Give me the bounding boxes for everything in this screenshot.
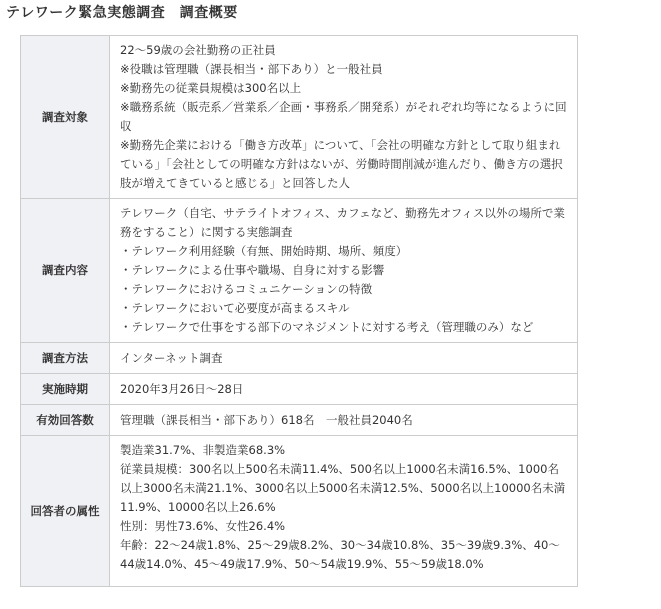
- content-line: 年齢：22～24歳1.8%、25～29歳8.2%、30～34歳10.8%、35～39歳9.3%、40～44歳14.0%、45～49歳17.9%、50～54歳19.9%、55～59歳18.0%: [120, 538, 560, 571]
- content-line: ・テレワークにおけるコミュニケーションの特徴: [120, 282, 373, 296]
- row-content: [110, 343, 578, 374]
- row-content: [110, 199, 578, 343]
- content-line: 管理職（課長相当・部下あり）618名 一般社員2040名: [120, 412, 413, 427]
- page-title: テレワーク緊急実態調査 調査概要: [6, 5, 238, 21]
- content-line: 22～59歳の会社勤務の正社員: [120, 43, 276, 57]
- row-content: [110, 374, 578, 405]
- table-row-period: [21, 374, 578, 405]
- survey-overview-table: [20, 35, 578, 587]
- content-line: 製造業31.7%、非製造業68.3%: [120, 443, 286, 457]
- row-label: 調査方法: [21, 343, 110, 374]
- row-content: [110, 436, 578, 587]
- table-row-method: [21, 343, 578, 374]
- content-line: 性別：男性73.6%、女性26.4%: [120, 519, 286, 533]
- table-row-responses: [21, 405, 578, 436]
- content-line: ※勤務先企業における「働き方改革」について、「会社の明確な方針として取り組まれている」「会社としての明確な方針はないが、労働時間削減が進んだり、働き方の選択肢が増えてきていると感じる」と回答した人: [120, 138, 563, 190]
- row-label: 調査対象: [21, 36, 110, 199]
- content-line: ・テレワーク利用経験（有無、開始時期、場所、頻度）: [120, 244, 408, 258]
- content-line: インターネット調査: [120, 350, 223, 365]
- content-line: ・テレワークで仕事をする部下のマネジメントに対する考え（管理職のみ）など: [120, 320, 534, 334]
- table-row-target: [21, 36, 578, 199]
- row-label: 実施時期: [21, 374, 110, 405]
- row-label: 調査内容: [21, 199, 110, 343]
- content-line: 従業員規模：300名以上500名未満11.4%、500名以上1000名未満16.5%、1000名以上3000名未満21.1%、3000名以上5000名未満12.5%、5000名以上10000名未満11.9%、10000名以上26.6%: [120, 462, 566, 514]
- content-line: テレワーク（自宅、サテライトオフィス、カフェなど、勤務先オフィス以外の場所で業務をすること）に関する実態調査: [120, 206, 565, 239]
- table-row-attributes: [21, 436, 578, 587]
- row-content: [110, 36, 578, 199]
- content-line: 2020年3月26日～28日: [120, 381, 244, 396]
- row-content: [110, 405, 578, 436]
- content-line: ※勤務先の従業員規模は300名以上: [120, 81, 302, 95]
- table-row-content: [21, 199, 578, 343]
- row-label: 有効回答数: [21, 405, 110, 436]
- content-line: ※職務系統（販売系／営業系／企画・事務系／開発系）がそれぞれ均等になるように回収: [120, 100, 567, 133]
- row-label: 回答者の属性: [21, 436, 110, 587]
- content-line: ・テレワークによる仕事や職場、自身に対する影響: [120, 263, 385, 277]
- content-line: ※役職は管理職（課長相当・部下あり）と一般社員: [120, 62, 383, 76]
- content-line: ・テレワークにおいて必要度が高まるスキル: [120, 301, 350, 315]
